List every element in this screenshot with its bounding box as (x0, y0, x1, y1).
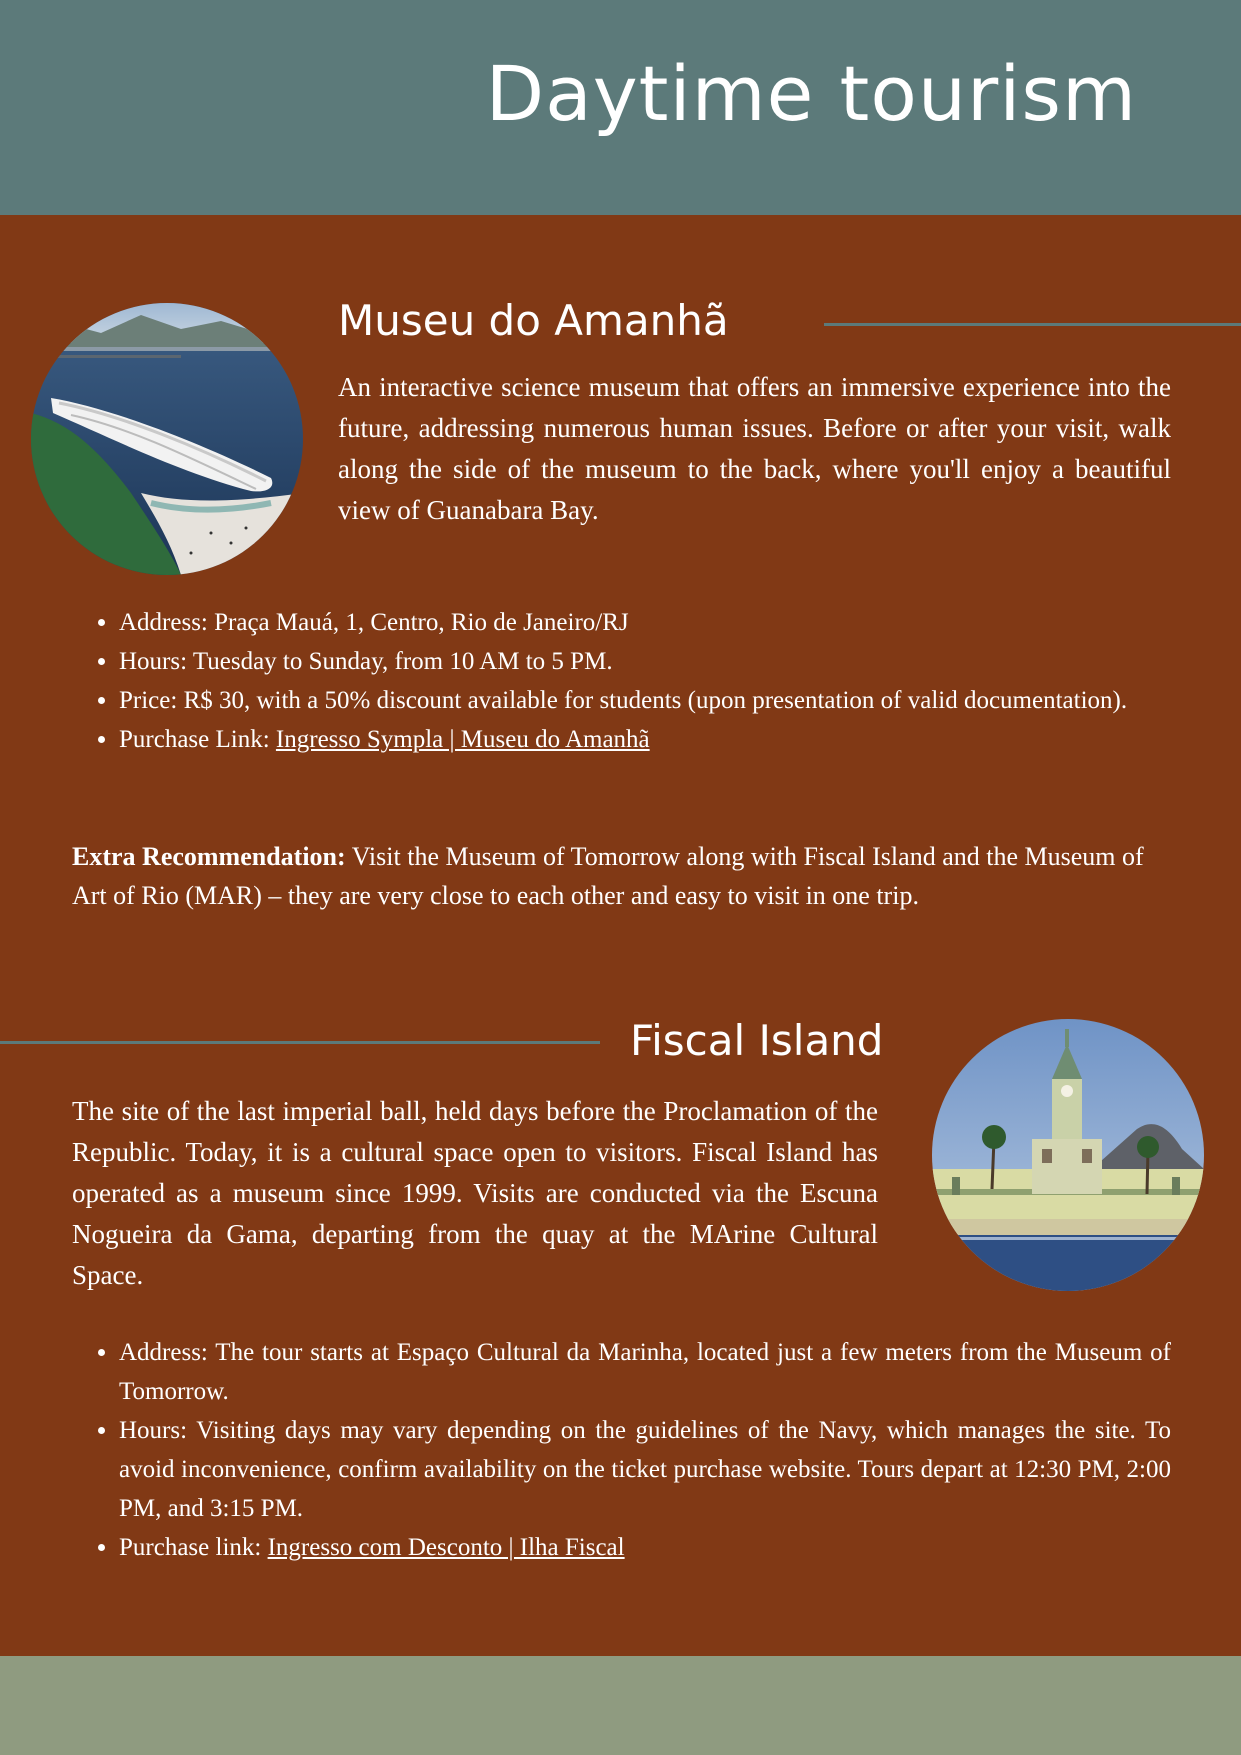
museu-do-amanha-photo (31, 303, 303, 575)
museum-purchase-label: Purchase Link: (119, 726, 276, 753)
fiscal-description: The site of the last imperial ball, held days before the Proclamation of the Republic. Today, it is a cultural space open to visitors. Fiscal Island has operated as a museum since 1999. Visits are conducted via the Escuna Nogueira da Gama, departing from the quay at the MArine Cultural Space. (72, 1096, 878, 1290)
extra-recommendation-text: Visit the Museum of Tomorrow along with Fiscal Island and the Museum of Art of Rio (MAR) – they are very close to each other and easy to visit in one trip. (72, 842, 1144, 910)
fiscal-purchase-label: Purchase link: (119, 1534, 268, 1561)
museum-purchase-item (119, 720, 1171, 759)
fiscal-heading-divider (0, 1041, 600, 1044)
fiscal-purchase-item (119, 1528, 1171, 1567)
fiscal-island-photo (932, 1019, 1204, 1291)
extra-recommendation (72, 837, 1172, 915)
page-footer (0, 1656, 1241, 1755)
fiscal-island-photo-illustration (932, 1019, 1204, 1291)
museum-heading-divider (824, 323, 1241, 326)
fiscal-hours-item: • Hours: Visiting days may vary depending on the guidelines of the Navy, which manages the site. To avoid inconvenience, confirm availability on the ticket purchase website. Tours depart at 12:30 PM, 2:00 PM, and 3:15 PM. (119, 1411, 1171, 1528)
fiscal-address-item: • Address: The tour starts at Espaço Cultural da Marinha, located just a few meters from the Museum of Tomorrow. (119, 1333, 1171, 1411)
museum-hours-item: • Hours: Tuesday to Sunday, from 10 AM to 5 PM. (119, 642, 1171, 681)
extra-recommendation-label: Extra Recommendation: (72, 842, 346, 871)
page-title: Daytime tourism (485, 49, 1137, 138)
fiscal-purchase-link[interactable]: Ingresso com Desconto | Ilha Fiscal (267, 1534, 625, 1561)
museum-purchase-link[interactable]: Ingresso Sympla | Museu do Amanhã (275, 726, 650, 753)
page-header (0, 0, 1241, 215)
museum-heading: Museu do Amanhã (338, 296, 729, 345)
fiscal-heading: Fiscal Island (630, 1016, 884, 1065)
museum-address-item: • Address: Praça Mauá, 1, Centro, Rio de Janeiro/RJ (119, 603, 1171, 642)
museum-price-item: • Price: R$ 30, with a 50% discount available for students (upon presentation of valid documentation). (119, 681, 1171, 720)
fiscal-details-list (72, 1333, 1171, 1567)
museum-details-list (72, 603, 1171, 759)
museum-description: An interactive science museum that offers an immersive experience into the future, addressing numerous human issues. Before or after your visit, walk along the side of the museum to the back, where you'll enjoy a beautiful view of Guanabara Bay. (338, 372, 1171, 525)
museum-photo-illustration (31, 303, 303, 575)
